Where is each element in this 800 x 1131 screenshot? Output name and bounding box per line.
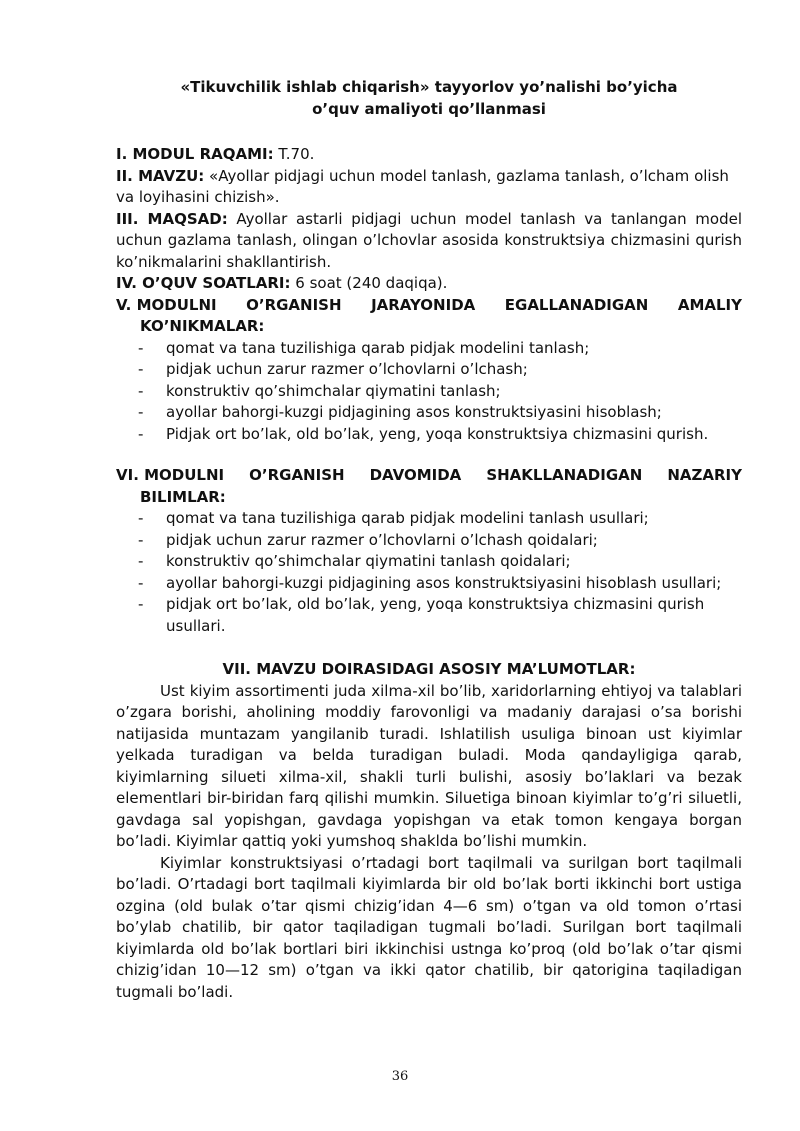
list-item: - konstruktiv qo’shimchalar qiymatini tanlash; (138, 381, 742, 403)
section-text: Ayollar astarli pidjagi uchun model tanlash va tanlangan model uchun gazlama tanlash, olingan o’lchovlar asosida konstruktsiya chizmasini qurish ko’nikmalarini shakllantirish. (116, 209, 742, 271)
heading-word: O’RGANISH (246, 295, 342, 314)
heading-word: AMALIY (677, 295, 742, 314)
heading-word: EGALLANADIGAN (504, 295, 649, 314)
list-item: - qomat va tana tuzilishiga qarab pidjak modelini tanlash; (138, 338, 742, 360)
title-line-2: o’quv amaliyoti qo’llanmasi (312, 100, 546, 118)
section-main-info-heading: VII. MAVZU DOIRASIDAGI ASOSIY MA’LUMOTLAR: (222, 660, 636, 678)
section-heading-line-2: KO’NIKMALAR: (140, 317, 265, 335)
list-item: - pidjak uchun zarur razmer o’lchovlarni o’lchash qoidalari; (138, 530, 742, 552)
body-paragraph: Kiyimlar konstruktsiyasi o’rtadagi bort taqilmali va surilgan bort taqilmali bo’ladi. O’rtadagi bort taqilmali kiyimlarda bir old bo’lak borti ikkinchi bort ustiga ozgina (old bulak o’tar qismi chizig’idan 4—6 sm) o’tgan va old tomon o’rtasi bo’ylab chatilib, bir qator taqiladigan tugmali bo’ladi. Surilgan bort taqilmali kiyimlarda old bo’lak bortlari biri ikkinchisi ustnga ko’proq (old bo’lak o’tar qismi chizig’idan 10—12 sm) o’tgan va ikki qator chatilib, bir qatorigina taqiladigan tugmali bo’ladi. (116, 853, 742, 1001)
list-item: - ayollar bahorgi-kuzgi pidjagining asos konstruktsiyasini hisoblash; (138, 402, 742, 424)
list-item: - Pidjak ort bo’lak, old bo’lak, yeng, yoqa konstruktsiya chizmasini qurish. (138, 424, 742, 446)
section-goal (116, 209, 742, 274)
list-item: - ayollar bahorgi-kuzgi pidjagining asos konstruktsiyasini hisoblash usullari; (138, 573, 742, 595)
section-module-number (116, 144, 742, 166)
section-heading (116, 465, 742, 487)
section-practical-skills (116, 295, 742, 446)
section-heading (116, 295, 742, 317)
heading-word: NAZARIY (667, 466, 742, 484)
section-text: «Ayollar pidjagi uchun model tanlash, gazlama tanlash, o’lcham olish va loyihasini chizish». (116, 166, 729, 206)
heading-word: JARAYONIDA (371, 295, 476, 314)
body-paragraph: Ust kiyim assortimenti juda xilma-xil bo’lib, xaridorlarning ehtiyoj va talablari o’zgara borishi, aholining moddiy farovonligi va madaniy darajasi o’sa borishi natijasida muntazam yangilanib turadi. Ishlatilish usuliga binoan ust kiyimlar yelkada turadigan va belda turadigan buladi. Moda qandayligiga qarab, kiyimlarning silueti xilma-xil, shakli turli bulishi, asosiy bo’laklari va bezak elementlari bir-biridan farq qilishi mumkin. Siluetiga binoan kiyimlar to’g’ri siluetli, gavdaga sal yopishgan, gavdaga yopishgan va etak tomon kengaya borgan bo’ladi. Kiyimlar qattiq yoki yumshoq shaklda bo’lishi mumkin. (116, 681, 742, 850)
page-number: 36 (391, 1069, 409, 1084)
knowledge-list (116, 508, 742, 637)
list-item: - pidjak ort bo’lak, old bo’lak, yeng, yoqa konstruktsiya chizmasini qurish usullari. (138, 594, 742, 637)
list-item: - pidjak uchun zarur razmer o’lchovlarni o’lchash; (138, 359, 742, 381)
section-text: T.70. (273, 145, 315, 163)
section-label: II. MAVZU: (116, 166, 205, 185)
document-title (116, 76, 742, 120)
section-study-hours (116, 273, 742, 295)
section-label: I. MODUL RAQAMI: (116, 145, 274, 163)
section-text: 6 soat (240 daqiqa). (290, 274, 448, 292)
list-item: - qomat va tana tuzilishiga qarab pidjak modelini tanlash usullari; (138, 508, 742, 530)
skills-list (116, 338, 742, 446)
section-label: III. MAQSAD: (116, 209, 228, 228)
section-label: IV. O’QUV SOATLARI: (116, 274, 291, 292)
heading-word: V. MODULNI (116, 295, 217, 314)
list-item: - konstruktiv qo’shimchalar qiymatini tanlash qoidalari; (138, 551, 742, 573)
heading-word: SHAKLLANADIGAN (486, 466, 643, 484)
document-page (116, 76, 742, 1003)
section-topic (116, 166, 742, 209)
section-theoretical-knowledge (116, 465, 742, 637)
heading-word: DAVOMIDA (369, 466, 462, 484)
heading-word: O’RGANISH (249, 466, 345, 484)
heading-word: VI. MODULNI (116, 466, 225, 484)
title-line-1: «Tikuvchilik ishlab chiqarish» tayyorlov yo’nalishi bo’yicha (180, 78, 678, 96)
section-heading-line-2: BILIMLAR: (140, 487, 226, 506)
